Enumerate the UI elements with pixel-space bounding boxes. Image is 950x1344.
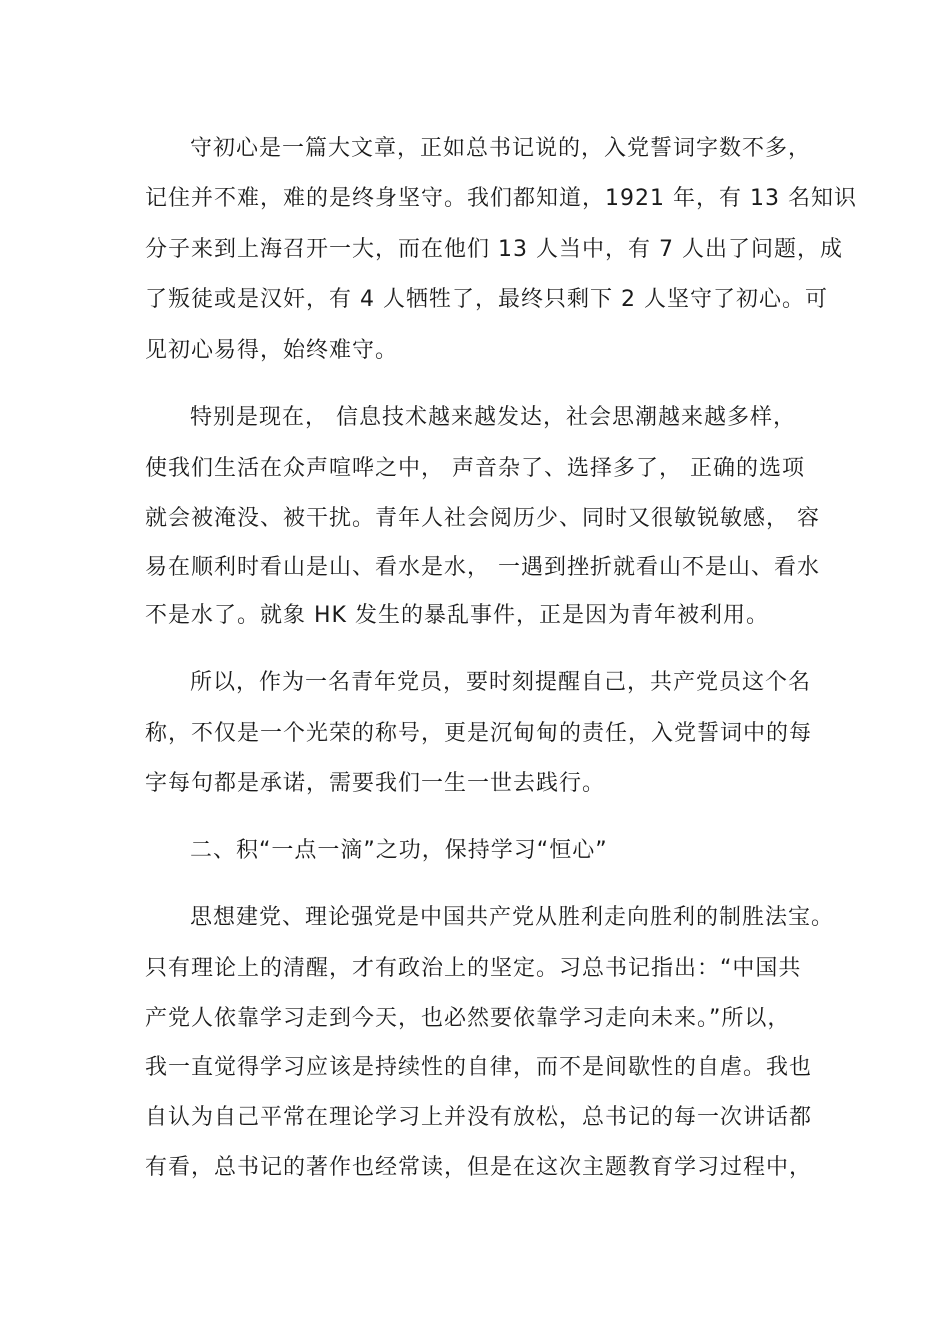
text-line: 特别是现在， 信息技术越来越发达，社会思潮越来越多样，: [190, 405, 796, 430]
text-line: 易在顺利时看山是山、看水是水， 一遇到挫折就看山不是山、看水: [145, 555, 820, 580]
text-line: 分子来到上海召开一大，而在他们 13 人当中，有 7 人出了问题，成: [145, 237, 843, 262]
text-line: 字每句都是承诺，需要我们一生一世去践行。: [145, 771, 606, 796]
text-line: 记住并不难，难的是终身坚守。我们都知道，1921 年，有 13 名知识: [145, 186, 857, 211]
text-line: 了叛徒或是汉奸，有 4 人牺牲了，最终只剩下 2 人坚守了初心。可: [145, 287, 828, 312]
text-line: 守初心是一篇大文章，正如总书记说的，入党誓词字数不多，: [190, 136, 812, 161]
text-line: 就会被淹没、被干扰。青年人社会阅历少、同时又很敏锐敏感， 容: [145, 506, 820, 531]
text-line: 不是水了。就象 HK 发生的暴乱事件，正是因为青年被利用。: [145, 603, 769, 628]
text-line: 思想建党、理论强党是中国共产党从胜利走向胜利的制胜法宝。: [190, 905, 835, 930]
text-line: 自认为自己平常在理论学习上并没有放松，总书记的每一次讲话都: [145, 1105, 813, 1130]
text-line: 二、积“一点一滴”之功，保持学习“恒心”: [190, 838, 608, 863]
text-line: 称，不仅是一个光荣的称号，更是沉甸甸的责任，入党誓词中的每: [145, 721, 813, 746]
text-line: 使我们生活在众声喧哗之中， 声音杂了、选择多了， 正确的选项: [145, 456, 805, 481]
text-line: 产党人依靠学习走到今天，也必然要依靠学习走向未来。”所以，: [145, 1006, 791, 1031]
text-line: 只有理论上的清醒，才有政治上的坚定。习总书记指出：“中国共: [145, 956, 802, 981]
text-line: 我一直觉得学习应该是持续性的自律，而不是间歇性的自虐。我也: [145, 1055, 813, 1080]
text-line: 见初心易得，始终难守。: [145, 338, 399, 363]
text-line: 所以，作为一名青年党员，要时刻提醒自己，共产党员这个名: [190, 670, 812, 695]
text-line: 有看，总书记的著作也经常读，但是在这次主题教育学习过程中，: [145, 1155, 813, 1180]
